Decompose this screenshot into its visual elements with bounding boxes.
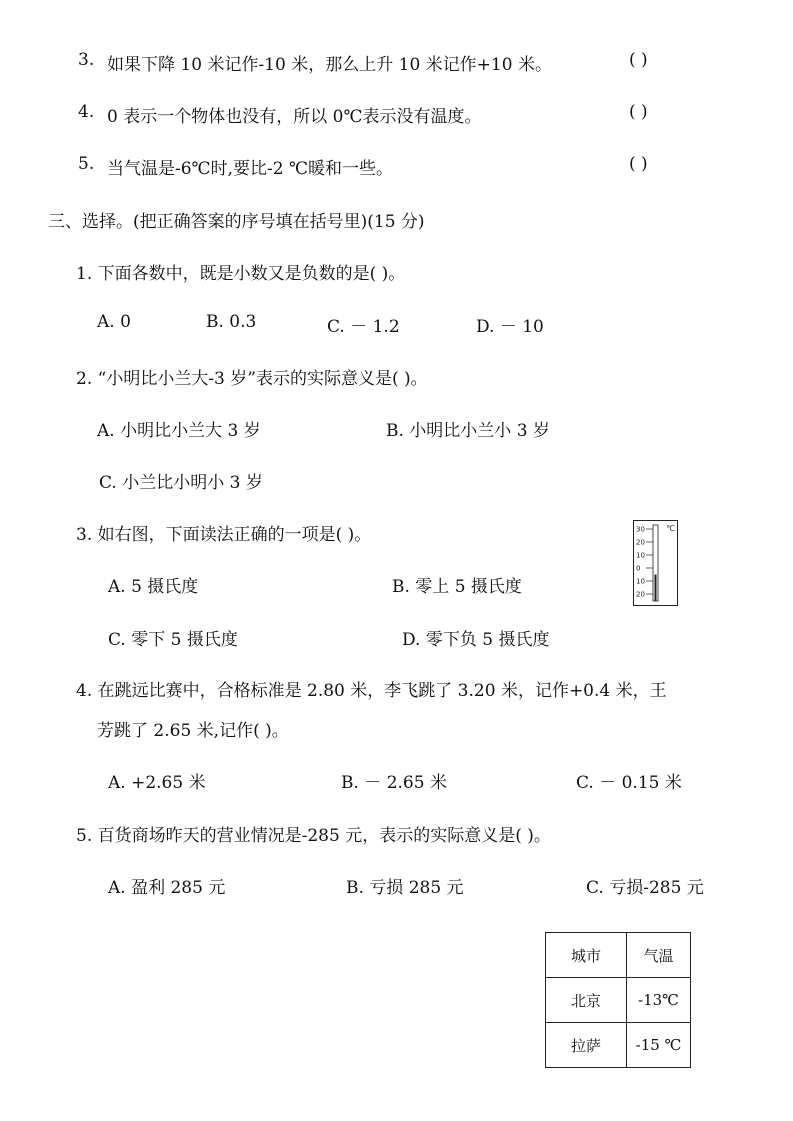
thermometer-tick-label: 0 (636, 564, 641, 573)
q4-option-b[interactable]: B. － 2.65 米 (341, 773, 447, 793)
q4-option-a[interactable]: A. +2.65 米 (108, 773, 206, 793)
q1-option-d[interactable]: D. － 10 (476, 317, 544, 337)
table-row (546, 978, 691, 1023)
thermometer-tick-label: 20 (636, 538, 645, 547)
tf-item-5-answer-paren[interactable]: ( ) (629, 154, 648, 174)
q1-stem: 1. 下面各数中，既是小数又是负数的是( )。 (76, 264, 406, 284)
q2-option-b[interactable]: B. 小明比小兰小 3 岁 (386, 421, 550, 441)
thermometer-figure (633, 520, 678, 606)
tf-item-4-number: 4. (78, 102, 95, 122)
q3-option-a[interactable]: A. 5 摄氏度 (108, 577, 199, 597)
table-header-row (546, 933, 691, 978)
q3-option-d[interactable]: D. 零下负 5 摄氏度 (402, 630, 550, 650)
temperature-table (545, 932, 691, 1068)
tf-item-3-answer-paren[interactable]: ( ) (629, 50, 648, 70)
thermometer-tick-label: 30 (636, 525, 645, 534)
q4-stem-line2: 芳跳了 2.65 米,记作( )。 (97, 721, 289, 741)
thermometer-tick-label: 20 (636, 590, 645, 599)
tf-item-4-text: 0 表示一个物体也没有，所以 0℃表示没有温度。 (107, 107, 482, 127)
tf-item-5-number: 5. (78, 154, 95, 174)
tf-item-5-text: 当气温是-6℃时,要比-2 ℃暖和一些。 (107, 159, 393, 179)
q1-option-a[interactable]: A. 0 (97, 312, 131, 332)
q2-stem: 2. “小明比小兰大-3 岁”表示的实际意义是( )。 (76, 369, 428, 389)
table-cell-city: 拉萨 (546, 1023, 627, 1068)
section-3-title: 三、选择。(把正确答案的序号填在括号里)(15 分) (48, 212, 425, 232)
q5-option-c[interactable]: C. 亏损-285 元 (586, 878, 704, 898)
q4-stem-line1: 4. 在跳远比赛中，合格标准是 2.80 米，李飞跳了 3.20 米，记作+0.4 米，王 (76, 681, 667, 701)
table-cell-city: 北京 (546, 978, 627, 1023)
q1-option-c[interactable]: C. － 1.2 (327, 317, 400, 337)
q3-option-b[interactable]: B. 零上 5 摄氏度 (392, 577, 522, 597)
q3-option-c[interactable]: C. 零下 5 摄氏度 (108, 630, 238, 650)
thermometer-tick-label: 10 (636, 577, 645, 586)
tf-item-3-text: 如果下降 10 米记作-10 米，那么上升 10 米记作+10 米。 (107, 55, 552, 75)
table-cell-temp: -13℃ (627, 978, 691, 1023)
table-cell-temp: -15 ℃ (627, 1023, 691, 1068)
q5-option-a[interactable]: A. 盈利 285 元 (108, 878, 226, 898)
table-row (546, 1023, 691, 1068)
thermometer-tick-label: 10 (636, 551, 645, 560)
q5-stem: 5. 百货商场昨天的营业情况是-285 元，表示的实际意义是( )。 (76, 826, 551, 846)
table-header-temp: 气温 (627, 933, 691, 978)
q1-option-b[interactable]: B. 0.3 (206, 312, 257, 332)
table-header-city: 城市 (546, 933, 627, 978)
thermometer-mercury (655, 575, 657, 602)
q3-stem: 3. 如右图，下面读法正确的一项是( )。 (76, 525, 372, 545)
q2-option-c[interactable]: C. 小兰比小明小 3 岁 (99, 473, 263, 493)
q5-option-b[interactable]: B. 亏损 285 元 (346, 878, 464, 898)
tf-item-3-number: 3. (78, 50, 95, 70)
tf-item-4-answer-paren[interactable]: ( ) (629, 102, 648, 122)
thermometer-unit: ℃ (666, 524, 675, 533)
q2-option-a[interactable]: A. 小明比小兰大 3 岁 (97, 421, 261, 441)
q4-option-c[interactable]: C. － 0.15 米 (576, 773, 682, 793)
